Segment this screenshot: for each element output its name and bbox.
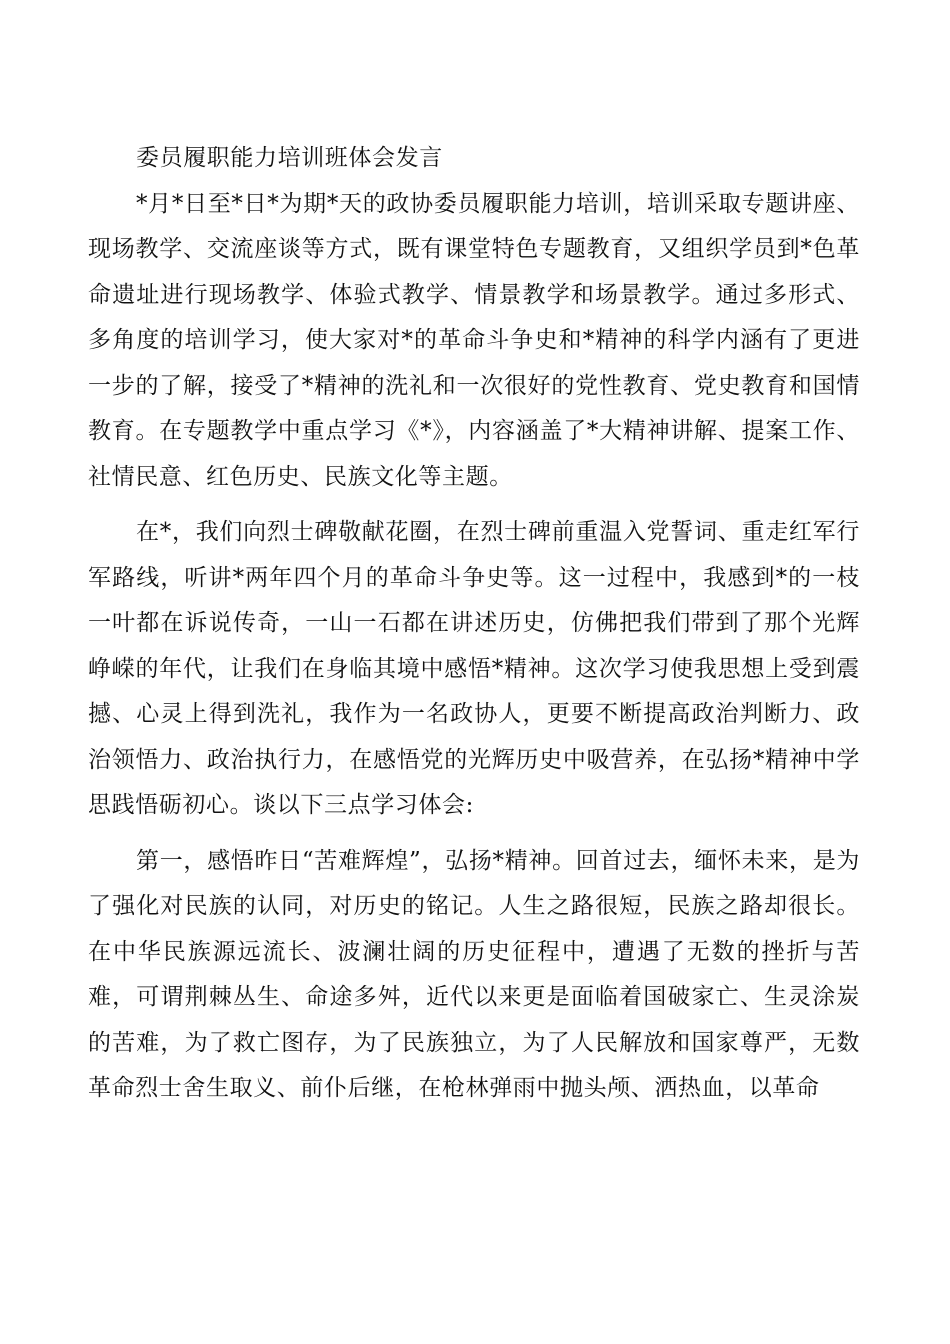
document-title: 委员履职能力培训班体会发言 (136, 145, 443, 171)
paragraph-1: *月*日至*日*为期*天的政协委员履职能力培训，培训采取专题讲座、现场教学、交流座谈等方式，既有课堂特色专题教育，又组织学员到*色革命遗址进行现场教学、体验式教学、情景教学和场景教学。通过多形式、多角度的培训学习，使大家对*的革命斗争史和*精神的科学内涵有了更进一步的了解，接受了*精神的洗礼和一次很好的党性教育、党史教育和国情教育。在专题教学中重点学习《*》，内容涵盖了*大精神讲解、提案工作、社情民意、红色历史、民族文化等主题。 (88, 190, 860, 490)
document-body (88, 136, 860, 1122)
paragraph-3: 第一，感悟昨日“苦难辉煌”，弘扬*精神。回首过去，缅怀未来，是为了强化对民族的认同，对历史的铭记。人生之路很短，民族之路却很长。在中华民族源远流长、波澜壮阔的历史征程中，遭遇了无数的挫折与苦难，可谓荆棘丛生、命途多舛，近代以来更是面临着国破家亡、生灵涂炭的苦难，为了救亡图存，为了民族独立，为了人民解放和国家尊严，无数革命烈士舍生取义、前仆后继，在枪林弹雨中抛头颅、洒热血，以革命 (88, 847, 860, 1101)
paragraph-2: 在*，我们向烈士碑敬献花圈，在烈士碑前重温入党誓词、重走红军行军路线，听讲*两年四个月的革命斗争史等。这一过程中，我感到*的一枝一叶都在诉说传奇，一山一石都在讲述历史，仿佛把我们带到了那个光辉峥嵘的年代，让我们在身临其境中感悟*精神。这次学习使我思想上受到震撼、心灵上得到洗礼，我作为一名政协人，更要不断提高政治判断力、政治领悟力、政治执行力，在感悟党的光辉历史中吸营养，在弘扬*精神中学思践悟砺初心。谈以下三点学习体会: (88, 519, 860, 818)
